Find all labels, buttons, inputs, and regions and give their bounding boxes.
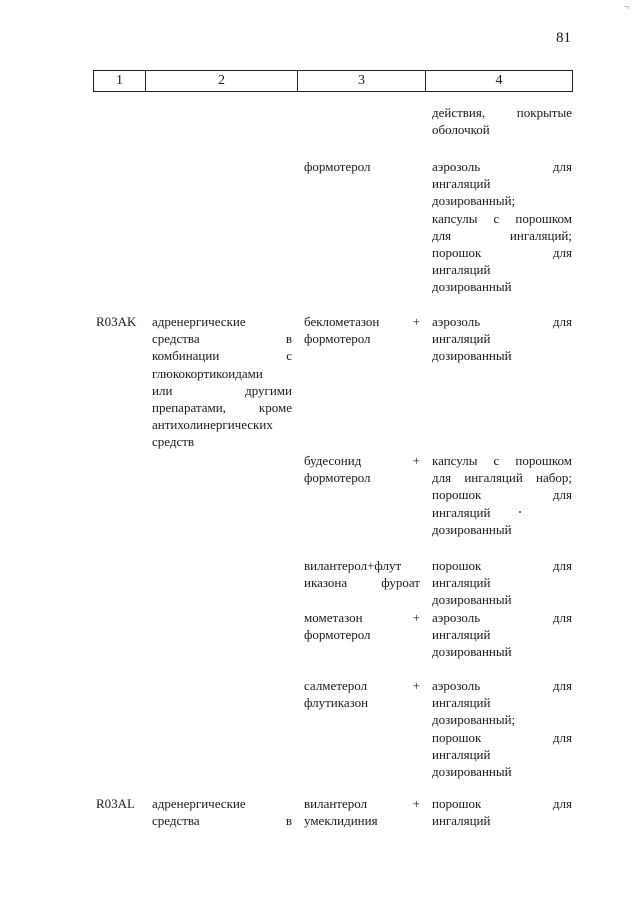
drug-name: [304, 452, 420, 486]
drug-name: [304, 158, 420, 175]
dosage-form-line: ингаляций: [432, 331, 491, 347]
drug-name-line: беклометазон +: [304, 314, 420, 329]
drug-name: [304, 557, 420, 591]
dosage-form-line: порошок для: [432, 729, 572, 745]
corner-mark: ¬: [624, 2, 630, 12]
dosage-form-line: оболочкой: [432, 122, 490, 138]
dosage-form-line: дозированный: [432, 279, 512, 295]
drug-name: [304, 795, 420, 829]
dosage-form-line: дозированный;: [432, 193, 516, 209]
dosage-form-line: аэрозоль для: [432, 610, 572, 625]
drug-name: [304, 313, 420, 347]
dosage-form-line: для ингаляций набор;: [432, 470, 572, 486]
drug-name-line: умеклидиния: [304, 813, 378, 829]
dosage-form: [432, 557, 572, 609]
column-header-4: 4: [425, 71, 573, 91]
column-header-3: 3: [297, 71, 425, 91]
dosage-form-line: дозированный: [432, 521, 512, 537]
drug-name-line: мометазон +: [304, 610, 420, 625]
dosage-form-line: действия, покрытые: [432, 105, 572, 120]
dosage-form-line: порошок для: [432, 487, 572, 503]
group-name: [152, 795, 292, 829]
dosage-form-line: аэрозоль для: [432, 314, 572, 329]
group-name-line: адренергические: [152, 314, 246, 329]
dosage-form-line: порошок для: [432, 558, 572, 573]
dosage-form: [432, 313, 572, 365]
dosage-form-line: дозированный;: [432, 712, 516, 728]
dosage-form: [432, 104, 572, 138]
dosage-form-line: ингаляций: [432, 176, 491, 192]
table-header-row: [93, 70, 573, 92]
dosage-form-line: для ингаляций;: [432, 227, 572, 243]
group-name-line: препаратами, кроме: [152, 400, 292, 416]
group-name-line: средства в: [152, 813, 292, 829]
drug-name-line: салметерол +: [304, 678, 420, 693]
column-header-2: 2: [145, 71, 297, 91]
group-name-line: средств: [152, 434, 195, 450]
page-number: 81: [556, 30, 571, 46]
atc-code: R03AK: [96, 314, 137, 329]
stray-mark: [519, 511, 521, 513]
drug-name: [304, 677, 420, 711]
atc-code: R03AL: [96, 796, 135, 811]
dosage-form-line: ингаляций: [432, 575, 491, 591]
dosage-form-line: ингаляций: [432, 746, 491, 762]
drug-name-line: формотерол: [304, 627, 371, 643]
dosage-form-line: порошок для: [432, 796, 572, 811]
dosage-form-line: ингаляций: [432, 262, 491, 278]
dosage-form: [432, 677, 572, 780]
group-name-line: адренергические: [152, 796, 246, 811]
drug-name: [304, 609, 420, 643]
dosage-form-line: ингаляций: [432, 504, 491, 520]
group-name: [152, 313, 292, 451]
drug-name-line: иказона фуроат: [304, 575, 420, 591]
dosage-form-line: капсулы с порошком: [432, 453, 572, 468]
group-name-line: антихолинергических: [152, 417, 273, 433]
drug-name-line: флутиказон: [304, 695, 369, 711]
dosage-form: [432, 609, 572, 661]
dosage-form-line: ингаляций: [432, 813, 491, 829]
drug-name-line: формотерол: [304, 331, 371, 347]
drug-name-line: будесонид +: [304, 453, 420, 468]
dosage-form-line: аэрозоль для: [432, 159, 572, 174]
dosage-form-line: ингаляций: [432, 695, 491, 711]
dosage-form: [432, 795, 572, 829]
group-name-line: средства в: [152, 331, 292, 347]
dosage-form-line: аэрозоль для: [432, 678, 572, 693]
drug-name-line: вилантерол+флут: [304, 558, 402, 573]
dosage-form-line: ингаляций: [432, 627, 491, 643]
dosage-form: [432, 158, 572, 296]
dosage-form-line: дозированный: [432, 348, 512, 364]
drug-name-line: вилантерол +: [304, 796, 420, 811]
dosage-form-line: дозированный: [432, 644, 512, 660]
dosage-form-line: капсулы с порошком: [432, 210, 572, 226]
group-name-line: комбинации с: [152, 348, 292, 364]
group-name-line: или другими: [152, 382, 292, 398]
drug-name-line: формотерол: [304, 159, 371, 174]
dosage-form: [432, 452, 572, 538]
dosage-form-line: порошок для: [432, 245, 572, 261]
group-name-line: глюкокортикоидами: [152, 365, 263, 381]
dosage-form-line: дозированный: [432, 764, 512, 780]
dosage-form-line: дозированный: [432, 592, 512, 608]
drug-name-line: формотерол: [304, 470, 371, 486]
column-header-1: 1: [93, 71, 145, 91]
